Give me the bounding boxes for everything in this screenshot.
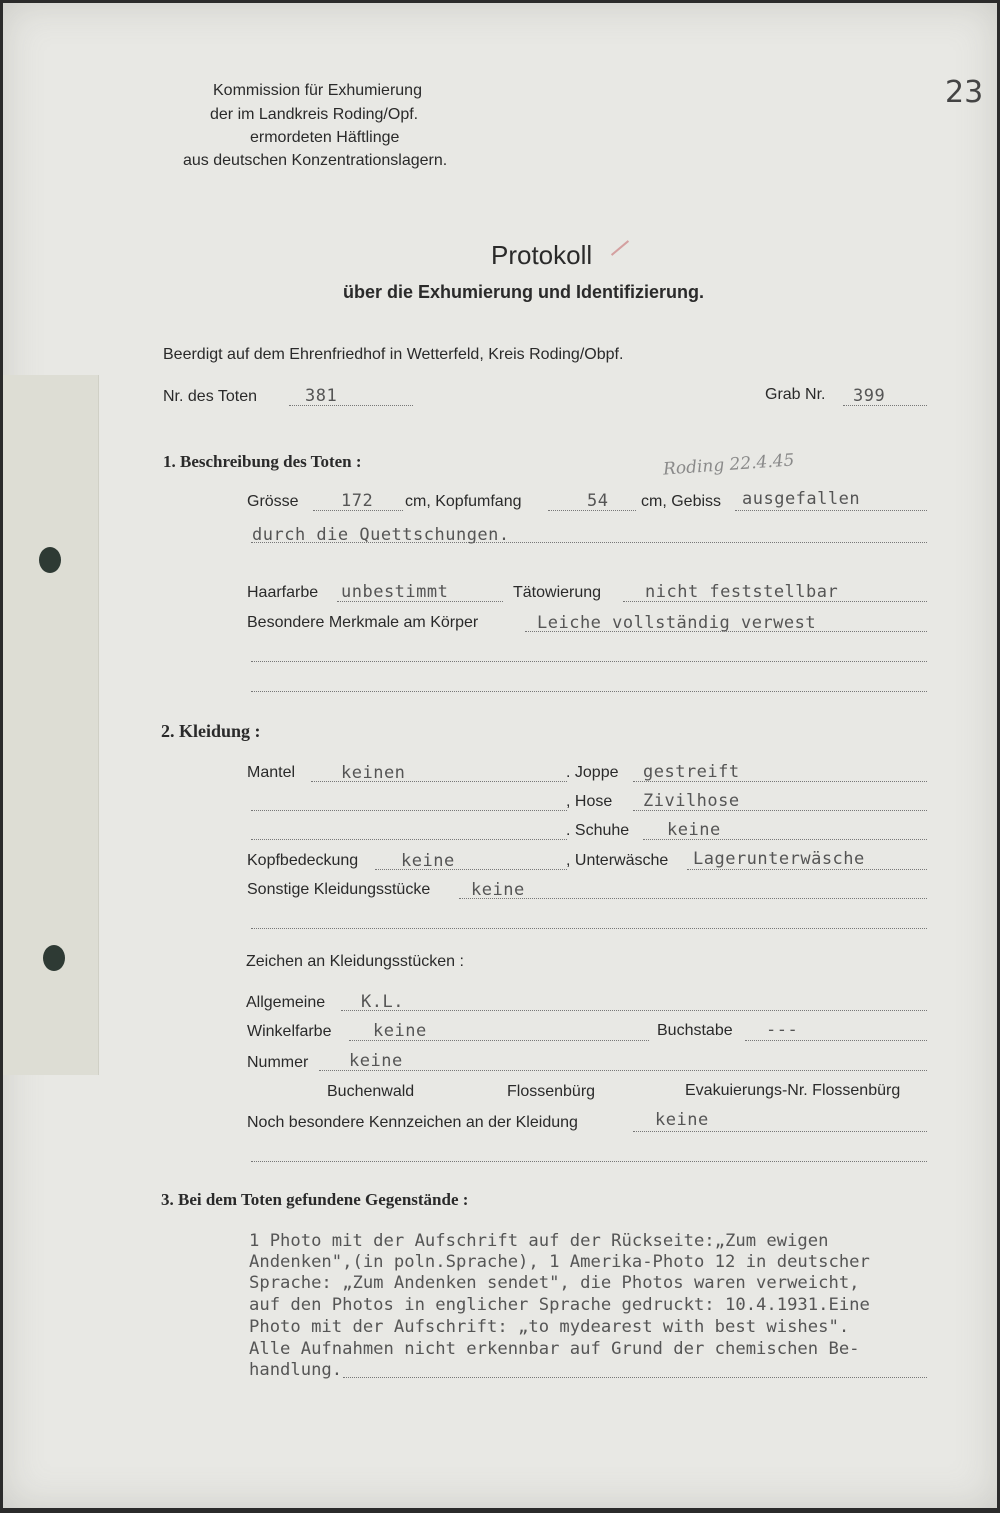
page-subtitle: über die Exhumierung und Identifizierung. — [343, 282, 705, 302]
letter-value: --- — [766, 1020, 799, 1040]
burial-location: Beerdigt auf dem Ehrenfriedhof in Wetterfeld, Kreis Roding/Obpf. — [163, 346, 624, 363]
coat-blank-line-1 — [251, 810, 567, 811]
section-2-blank-line — [251, 1161, 927, 1162]
blank-line-2 — [251, 691, 927, 692]
headwear-line — [375, 869, 567, 870]
jacket-value: gestreift — [643, 762, 740, 782]
page-title: Protokoll — [491, 240, 593, 270]
teeth-value-continued: durch die Quettschungen. — [252, 525, 510, 545]
tattoo-line — [623, 601, 927, 602]
jacket-line — [633, 781, 927, 782]
section-3-heading: 3. Bei dem Toten gefundene Gegenstände : — [161, 1190, 469, 1209]
teeth-value: ausgefallen — [742, 489, 861, 509]
grave-number-label: Grab Nr. — [765, 386, 826, 403]
found-items-line-2: Andenken",(in poln.Sprache), 1 Amerika-Photo 12 in deutscher — [249, 1252, 870, 1272]
section-1-heading: 1. Beschreibung des Toten : — [163, 452, 362, 471]
shoes-line — [643, 839, 927, 840]
general-marks-label: Allgemeine — [246, 994, 326, 1011]
teeth-line — [735, 510, 927, 511]
section-2-heading: 2. Kleidung : — [161, 721, 261, 741]
header-line-1: Kommission für Exhumierung — [213, 82, 422, 99]
general-marks-line — [341, 1010, 927, 1011]
teeth-continued-line — [251, 542, 927, 543]
triangle-color-value: keine — [373, 1021, 427, 1041]
head-circumference-value: 54 — [587, 491, 609, 511]
hair-color-label: Haarfarbe — [247, 584, 319, 601]
hair-color-line — [337, 601, 503, 602]
clothing-marks-heading: Zeichen an Kleidungsstücken : — [246, 953, 464, 970]
punch-hole-top — [39, 547, 61, 573]
triangle-color-label: Winkelfarbe — [247, 1023, 332, 1040]
dead-number-line — [289, 405, 413, 406]
header-line-2: der im Landkreis Roding/Opf. — [210, 106, 419, 123]
special-clothing-marks-label: Noch besondere Kennzeichen an der Kleidung — [247, 1114, 578, 1131]
other-clothing-value: keine — [471, 880, 525, 900]
other-clothing-line — [459, 898, 927, 899]
found-items-line-1: 1 Photo mit der Aufschrift auf der Rückseite:„Zum ewigen — [249, 1231, 829, 1251]
coat-line — [311, 781, 567, 782]
coat-value: keinen — [341, 763, 406, 783]
underwear-value: Lagerunterwäsche — [693, 849, 865, 869]
headwear-label: Kopfbedeckung — [247, 852, 359, 869]
special-clothing-marks-value: keine — [655, 1110, 709, 1130]
general-marks-value: K.L. — [361, 992, 404, 1012]
underwear-label: , Unterwäsche — [566, 852, 669, 869]
found-items-line-4: auf den Photos in englicher Sprache gedruckt: 10.4.1931.Eine — [249, 1295, 870, 1315]
header-line-3: ermordeten Häftlinge — [250, 129, 400, 146]
size-line — [313, 510, 403, 511]
size-label: Grösse — [247, 493, 299, 510]
handwritten-signature-date: Roding 22.4.45 — [662, 450, 796, 480]
found-items-line-6: Alle Aufnahmen nicht erkennbar auf Grund der chemischen Be- — [249, 1339, 860, 1359]
found-items-line-7: handlung. — [249, 1360, 343, 1380]
evacuation-number-label: Evakuierungs-Nr. Flossenbürg — [685, 1082, 901, 1099]
camp-buchenwald: Buchenwald — [327, 1083, 415, 1100]
special-marks-line — [525, 631, 927, 632]
trousers-value: Zivilhose — [643, 791, 740, 811]
punch-hole-bottom — [43, 945, 65, 971]
head-circumference-label: cm, Kopfumfang — [405, 493, 522, 510]
dead-number-value: 381 — [305, 386, 338, 406]
dead-number-label: Nr. des Toten — [163, 388, 257, 405]
number-label: Nummer — [247, 1054, 309, 1071]
tattoo-value: nicht feststellbar — [645, 582, 839, 602]
other-clothing-label: Sonstige Kleidungsstücke — [247, 881, 431, 898]
grave-number-value: 399 — [853, 386, 886, 406]
underwear-line — [687, 869, 927, 870]
size-value: 172 — [341, 491, 374, 511]
teeth-label: cm, Gebiss — [641, 493, 722, 510]
found-items-line-3: Sprache: „Zum Andenken sendet", die Photos waren verweicht, — [249, 1273, 860, 1293]
found-items-end-line — [343, 1377, 927, 1378]
trousers-line — [633, 810, 927, 811]
letter-line — [745, 1040, 927, 1041]
special-marks-value: Leiche vollständig verwest — [537, 613, 817, 633]
found-items-line-5: Photo mit der Aufschrift: „to mydearest with best wishes". — [249, 1317, 850, 1337]
clothing-blank-line — [251, 928, 927, 929]
head-circumference-line — [548, 510, 636, 511]
number-value: keine — [349, 1051, 403, 1071]
camp-flossenbuerg: Flossenbürg — [507, 1083, 596, 1100]
coat-label: Mantel — [247, 764, 296, 781]
shoes-label: . Schuhe — [566, 822, 630, 839]
blank-line-1 — [251, 661, 927, 662]
header-line-4: aus deutschen Konzentrationslagern. — [183, 152, 448, 169]
trousers-label: , Hose — [566, 793, 613, 810]
tattoo-label: Tätowierung — [513, 584, 602, 601]
special-clothing-marks-line — [633, 1131, 927, 1132]
triangle-color-line — [349, 1040, 649, 1041]
special-marks-label: Besondere Merkmale am Körper — [247, 614, 479, 631]
coat-blank-line-2 — [251, 839, 567, 840]
letter-label: Buchstabe — [657, 1022, 733, 1039]
number-line — [319, 1070, 927, 1071]
grave-number-line — [843, 405, 927, 406]
jacket-label: . Joppe — [566, 764, 619, 781]
headwear-value: keine — [401, 851, 455, 871]
hair-color-value: unbestimmt — [341, 582, 449, 602]
page-number: 23 — [945, 75, 984, 110]
document-page — [3, 3, 997, 1508]
red-check-mark — [611, 240, 629, 256]
shoes-value: keine — [667, 820, 721, 840]
